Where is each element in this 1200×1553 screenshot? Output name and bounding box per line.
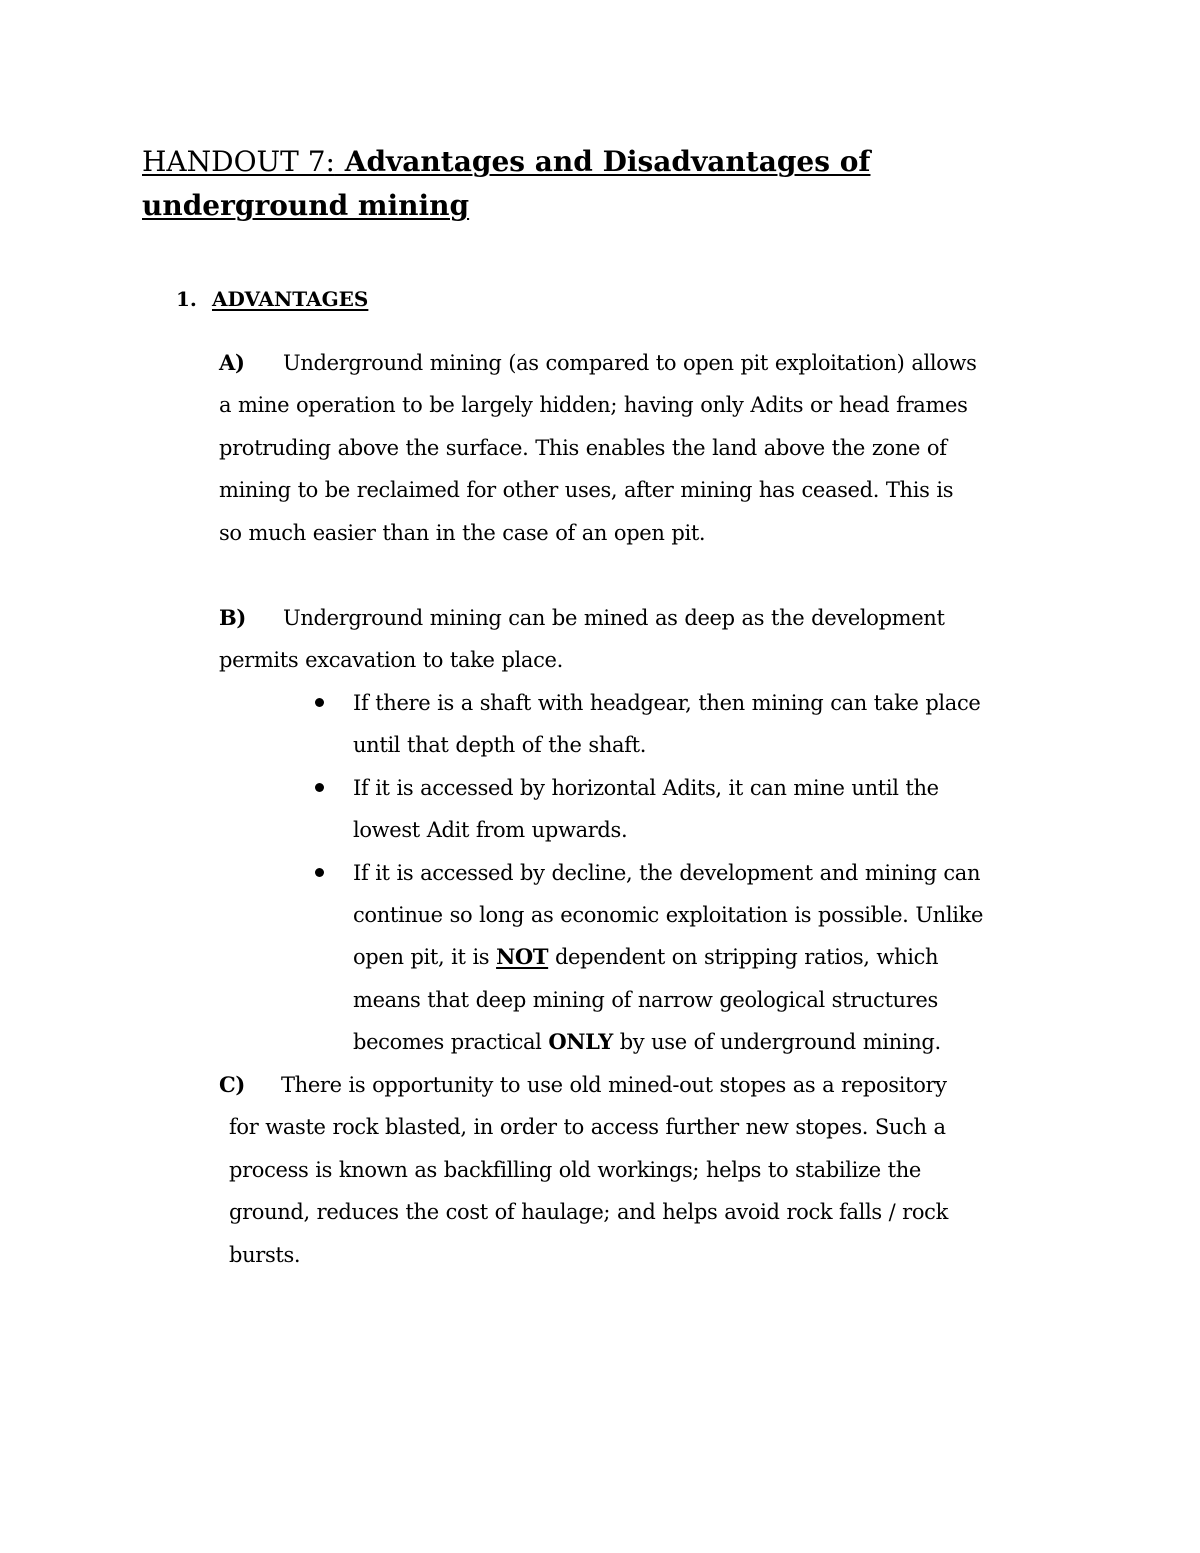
bullet-3-line-5 — [353, 1021, 983, 1063]
paragraph-a-line-3: protruding above the surface. This enables the land above the zone of — [219, 435, 947, 460]
section-number: 1. — [176, 287, 197, 311]
bullet-3-line-3-pre: open pit, it is — [353, 945, 497, 970]
title-main: Advantages and Disadvantages of — [334, 145, 871, 178]
paragraph-b-text-1: Underground mining can be mined as deep as the development — [283, 606, 945, 630]
paragraph-a-marker: A) — [219, 350, 245, 375]
paragraph-c — [219, 1064, 948, 1276]
bullet-dot-icon — [315, 868, 324, 877]
paragraph-a-line-5: so much easier than in the case of an open pit. — [219, 520, 706, 545]
paragraph-c-line-2 — [219, 1106, 948, 1148]
paragraph-c-text-2: for waste rock blasted, in order to access further new stopes. Such a — [229, 1115, 946, 1140]
bullet-list — [313, 682, 983, 1064]
paragraph-c-text-3: process is known as backfilling old workings; helps to stabilize the — [229, 1157, 921, 1182]
bullet-3-line-2: continue so long as economic exploitation is possible. Unlike — [353, 903, 984, 928]
bullet-1-line-1: If there is a shaft with headgear, then mining can take place — [353, 691, 981, 715]
paragraph-c-line-3 — [219, 1149, 948, 1191]
section-heading-advantages — [176, 282, 368, 316]
bullet-dot-icon — [315, 698, 324, 707]
bullet-3-line-4: means that deep mining of narrow geological structures — [353, 987, 938, 1012]
emphasis-only: ONLY — [548, 1029, 613, 1055]
bullet-2-line-1: If it is accessed by horizontal Adits, it can mine until the — [353, 775, 939, 800]
paragraph-b-marker: B) — [219, 605, 246, 630]
bullet-3-line-5-pre: becomes practical — [353, 1030, 549, 1055]
bullet-item-decline — [313, 852, 983, 1064]
section-label: ADVANTAGES — [212, 287, 369, 311]
bullet-item-adits — [313, 767, 983, 852]
bullet-3-line-3-post: dependent on stripping ratios, which — [548, 945, 939, 970]
handout-title — [142, 140, 1042, 228]
paragraph-c-text-4: ground, reduces the cost of haulage; and helps avoid rock falls / rock — [229, 1200, 948, 1225]
paragraph-a — [219, 342, 977, 554]
paragraph-a-line-4: mining to be reclaimed for other uses, after mining has ceased. This is — [219, 478, 954, 503]
bullet-3-line-3 — [353, 936, 983, 978]
paragraph-b — [219, 597, 945, 682]
paragraph-a-line-2: a mine operation to be largely hidden; having only Adits or head frames — [219, 393, 968, 418]
paragraph-c-text-1: There is opportunity to use old mined-out stopes as a repository — [281, 1073, 947, 1097]
paragraph-b-line-2: permits excavation to take place. — [219, 648, 563, 673]
bullet-3-line-5-post: by use of underground mining. — [612, 1030, 941, 1055]
emphasis-not: NOT — [496, 944, 549, 970]
bullet-3-line-1: If it is accessed by decline, the development and mining can — [353, 860, 981, 885]
bullet-2-line-2: lowest Adit from upwards. — [353, 818, 628, 843]
paragraph-a-text-1: Underground mining (as compared to open pit exploitation) allows — [283, 351, 977, 375]
paragraph-c-line-1 — [219, 1064, 948, 1106]
paragraph-c-line-5 — [219, 1234, 948, 1276]
paragraph-c-line-4 — [219, 1191, 948, 1233]
bullet-1-line-2: until that depth of the shaft. — [353, 733, 647, 758]
title-prefix: HANDOUT 7: — [142, 145, 335, 178]
paragraph-b-line-1 — [219, 597, 945, 639]
paragraph-c-marker: C) — [219, 1072, 245, 1097]
bullet-item-shaft — [313, 682, 983, 767]
bullet-dot-icon — [315, 783, 324, 792]
paragraph-a-line-1 — [219, 342, 977, 384]
paragraph-c-text-5: bursts. — [229, 1242, 301, 1267]
title-line-2: underground mining — [142, 189, 470, 222]
